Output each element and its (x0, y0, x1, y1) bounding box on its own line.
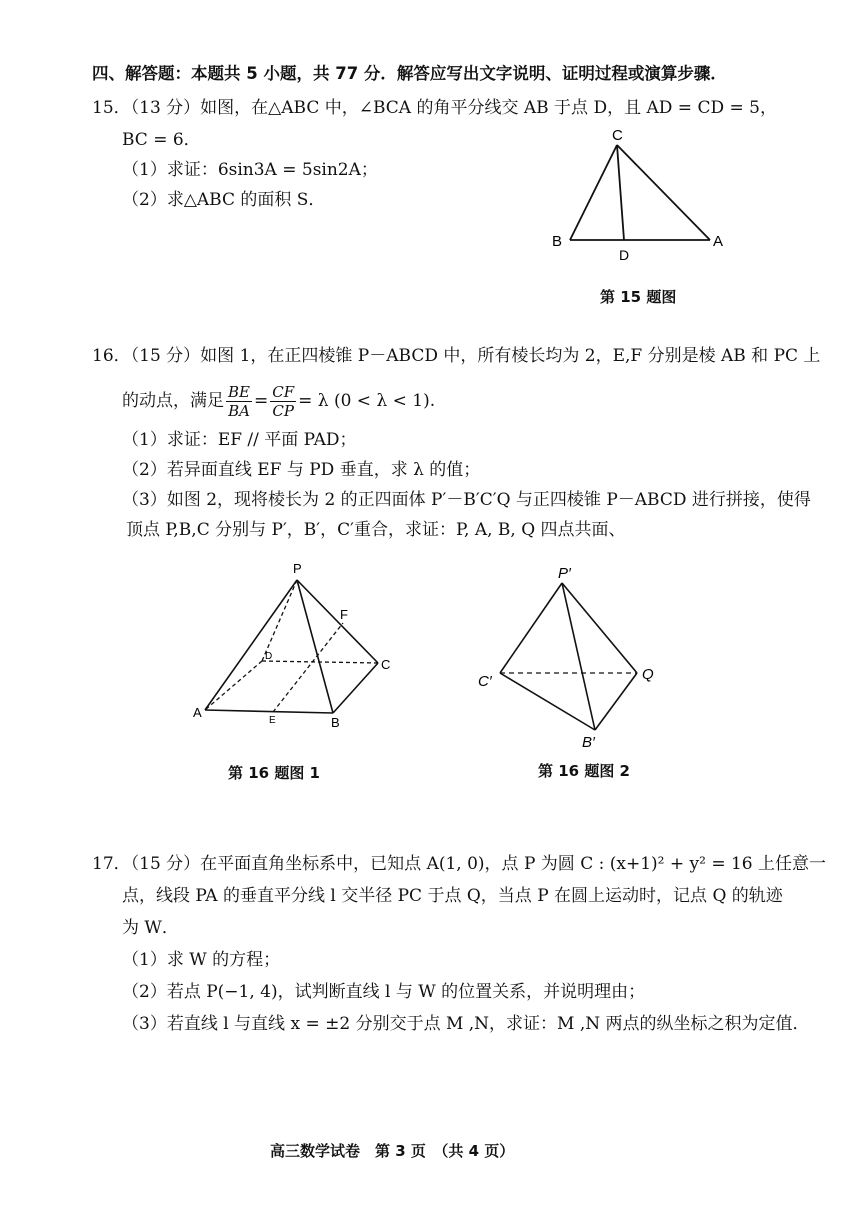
q15-edge-ca (617, 145, 710, 240)
q15-bisector-cd (617, 145, 624, 240)
q15-label-d: D (619, 247, 630, 263)
q15-caption: 第 15 题图 (600, 288, 677, 306)
q16-fig1-label-p: P (293, 561, 302, 576)
q16-figure1 (185, 555, 415, 735)
q15-stem-line1: 15．（13 分）如图，在△ABC 中，∠BCA 的角平分线交 AB 于点 D，且 AD = CD = 5， (92, 98, 777, 118)
section-header: 四、解答题：本题共 5 小题，共 77 分．解答应写出文字说明、证明过程或演算步骤． (92, 64, 727, 83)
q16-fig2-label-q: Q (642, 666, 654, 683)
q17-stem-line3: 为 W． (122, 918, 179, 938)
q16-stem-line1: 16．（15 分）如图 1，在正四棱锥 P－ABCD 中，所有棱长均为 2，E,F 分别是棱 AB 和 PC 上 (92, 346, 821, 366)
q16-fig1-label-c: C (381, 657, 391, 672)
q16-fig1-label-f: F (340, 607, 348, 622)
q17-sub1: （1）求 W 的方程； (122, 950, 281, 970)
q16-sub3-line1: （3）如图 2，现将棱长为 2 的正四面体 P′－B′C′Q 与正四棱锥 P－ABCD 进行拼接，使得 (122, 490, 811, 510)
q16-fig1-label-e: E (269, 715, 276, 726)
q15-sub1: （1）求证：6sin3A = 5sin2A； (122, 160, 378, 180)
q16-line2-post: = λ (0 < λ < 1). (298, 391, 436, 411)
q16-caption1: 第 16 题图 1 (228, 764, 320, 782)
q16-stem-line2: 的动点，满足 $\frac{BE}{BA}$ = $\frac{CF}{CP}$ = λ (0 < λ < 1). (122, 383, 436, 420)
q16-fig1-label-b: B (331, 715, 340, 730)
q15-figure (540, 120, 740, 270)
q16-fig1-label-a: A (193, 705, 202, 720)
q15-sub2: （2）求△ABC 的面积 S． (122, 190, 326, 210)
q17-sub3: （3）若直线 l 与直线 x = ±2 分别交于点 M ,N，求证：M ,N 两点的纵坐标之积为定值． (122, 1014, 810, 1034)
q16-fraction-be-ba: $\frac{BE}{BA}$ (228, 383, 250, 420)
q16-line2-pre: 的动点，满足 (122, 391, 224, 411)
q15-label-c: C (612, 127, 623, 144)
q16-figure2 (470, 558, 670, 753)
q16-fig2-label-c: C′ (478, 673, 492, 690)
q16-sub2: （2）若异面直线 EF 与 PD 垂直，求 λ 的值； (122, 460, 481, 480)
q15-edge-cb (570, 145, 617, 240)
q15-label-b: B (552, 233, 563, 250)
q15-stem-line2: BC = 6． (122, 130, 201, 150)
q16-sub3-line2: 顶点 P,B,C 分别与 P′，B′，C′重合，求证：P, A, B, Q 四点共面、 (126, 520, 626, 540)
page-footer: 高三数学试卷 第 3 页 （共 4 页） (270, 1142, 515, 1160)
q16-caption2: 第 16 题图 2 (538, 762, 630, 780)
q16-fraction-cf-cp: $\frac{CF}{CP}$ (272, 383, 295, 420)
q16-fig2-label-b: B′ (582, 734, 595, 751)
q15-label-a: A (713, 233, 724, 250)
q16-fig1-label-d: D (265, 651, 273, 662)
q17-stem-line2: 点，线段 PA 的垂直平分线 l 交半径 PC 于点 Q，当点 P 在圆上运动时，记点 Q 的轨迹 (122, 886, 783, 906)
q17-stem-line1: 17．（15 分）在平面直角坐标系中，已知点 A(1, 0)，点 P 为圆 C : (x+1)² + y² = 16 上任意一 (92, 854, 827, 874)
q16-sub1: （1）求证：EF // 平面 PAD； (122, 430, 357, 450)
q16-fig2-label-p: P′ (558, 565, 571, 582)
q17-sub2: （2）若点 P(−1, 4)，试判断直线 l 与 W 的位置关系，并说明理由； (122, 982, 646, 1002)
